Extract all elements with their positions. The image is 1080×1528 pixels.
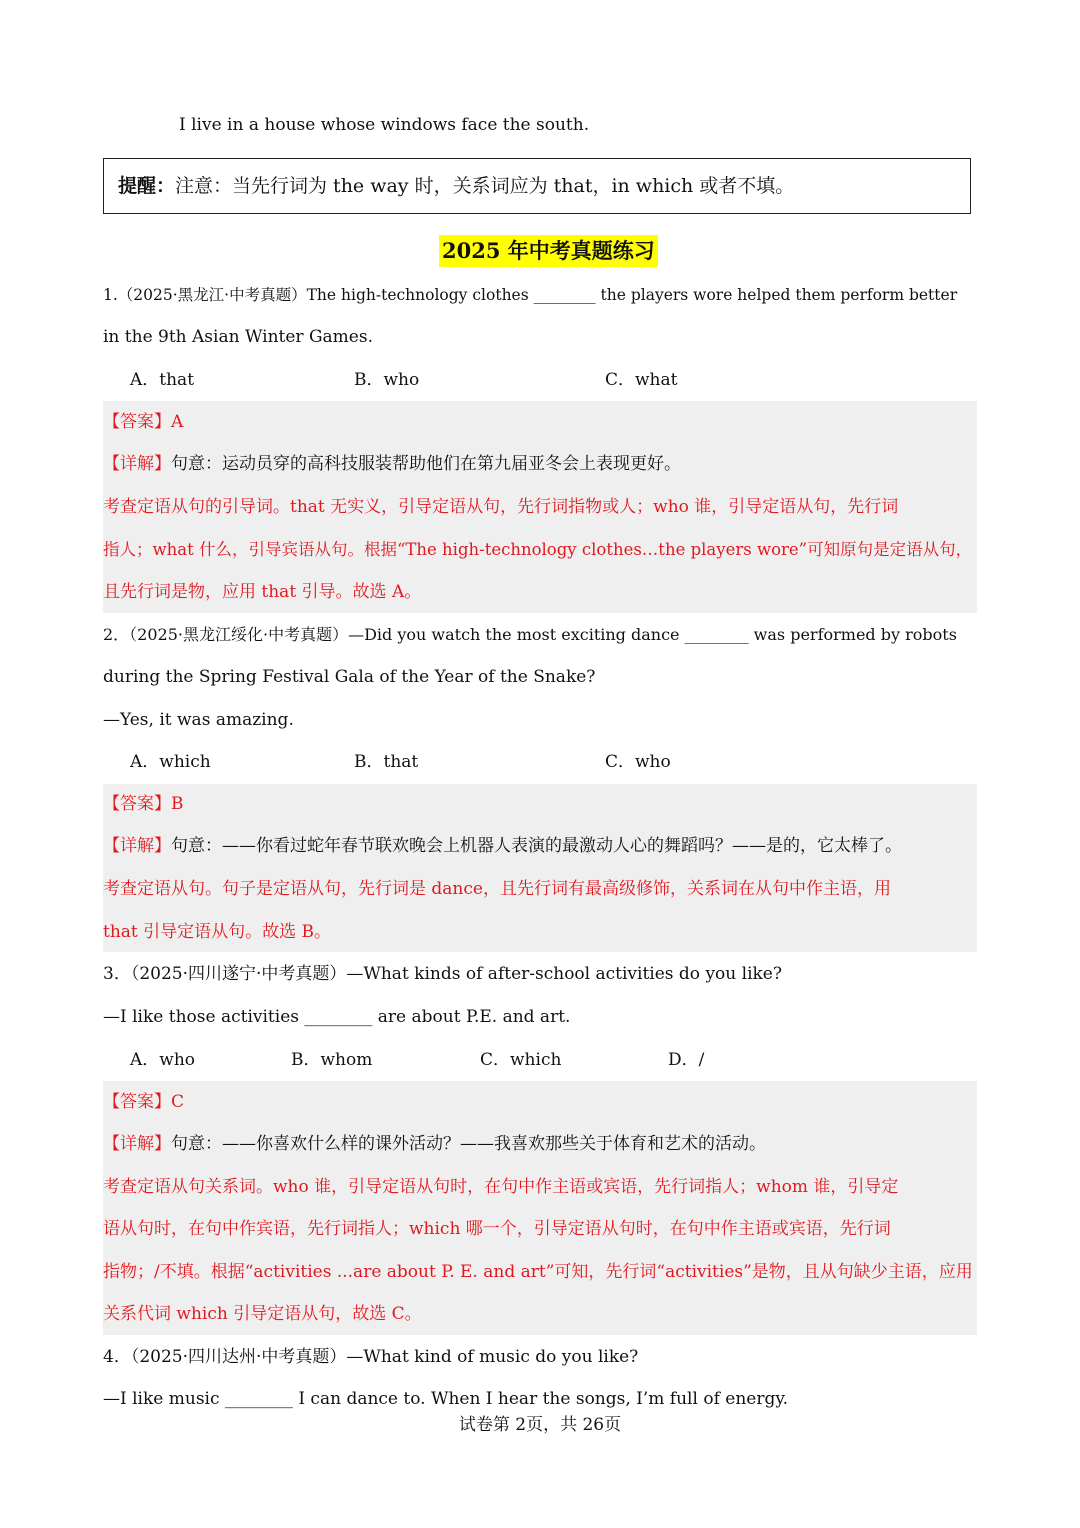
tip-text: 注意：当先行词为 the way 时，关系词应为 that，in which 或者不填。 bbox=[175, 175, 795, 197]
question-2-line-1: 2．（2025·黑龙江绥化·中考真题）—Did you watch the most exciting dance ________ was performed by robots bbox=[103, 625, 957, 644]
question-1-detail-meaning: 句意：运动员穿的高科技服装帮助他们在第九届亚冬会上表现更好。 bbox=[171, 454, 681, 474]
question-3-analysis-1: 考查定语从句关系词。who 谁，引导定语从句时，在句中作主语或宾语，先行词指人；whom 谁，引导定 bbox=[103, 1177, 899, 1197]
question-2-option-a: A．which bbox=[130, 752, 211, 772]
question-3-analysis-4: 关系代词 which 引导定语从句，故选 C。 bbox=[103, 1304, 422, 1324]
question-2-detail-meaning: 句意：——你看过蛇年春节联欢晚会上机器人表演的最激动人心的舞蹈吗？——是的，它太棒了。 bbox=[171, 836, 902, 856]
question-1-detail-label: 【详解】 bbox=[103, 454, 171, 474]
question-2-analysis-1: 考查定语从句。句子是定语从句，先行词是 dance，且先行词有最高级修饰，关系词在从句中作主语，用 bbox=[103, 879, 891, 899]
question-3-analysis-3: 指物；/不填。根据“activities ...are about P. E. and art”可知，先行词“activities”是物，且从句缺少主语，应用 bbox=[103, 1262, 973, 1282]
question-2-option-c: C．who bbox=[605, 752, 671, 772]
tip-box bbox=[103, 158, 971, 214]
question-3-analysis-2: 语从句时，在句中作宾语，先行词指人；which 哪一个，引导定语从句时，在句中作主语或宾语，先行词 bbox=[103, 1219, 891, 1239]
question-3-detail-label: 【详解】 bbox=[103, 1134, 171, 1154]
question-4-line-1: 4．（2025·四川达州·中考真题）—What kind of music do you like? bbox=[103, 1347, 639, 1367]
question-3-line-1: 3．（2025·四川遂宁·中考真题）—What kinds of after-school activities do you like? bbox=[103, 964, 782, 984]
question-1-line-1: 1.（2025·黑龙江·中考真题）The high-technology clothes ________ the players wore helped them perform better bbox=[103, 286, 958, 304]
question-1-analysis-2: 指人；what 什么，引导宾语从句。根据“The high-technology clothes…the players wore”可知原句是定语从句， bbox=[103, 540, 973, 559]
question-1-line-2: in the 9th Asian Winter Games. bbox=[103, 327, 373, 347]
question-1-analysis-1: 考查定语从句的引导词。that 无实义，引导定语从句，先行词指物或人；who 谁，引导定语从句，先行词 bbox=[103, 497, 899, 517]
page-footer: 试卷第 2页，共 26页 bbox=[458, 1415, 622, 1435]
question-3-option-a: A．who bbox=[130, 1050, 196, 1070]
question-2-line-2: during the Spring Festival Gala of the Year of the Snake? bbox=[103, 667, 596, 687]
question-1-detail bbox=[103, 451, 681, 477]
question-3-detail-meaning: 句意：——你喜欢什么样的课外活动？——我喜欢那些关于体育和艺术的活动。 bbox=[171, 1134, 766, 1154]
question-1-answer: 【答案】A bbox=[103, 412, 184, 432]
question-1-analysis-3: 且先行词是物，应用 that 引导。故选 A。 bbox=[103, 582, 422, 602]
question-3-option-b: B．whom bbox=[291, 1050, 373, 1070]
question-1-option-c: C．what bbox=[605, 370, 678, 390]
question-2-detail-label: 【详解】 bbox=[103, 836, 171, 856]
question-2-detail bbox=[103, 833, 902, 859]
question-4-line-2: —I like music ________ I can dance to. When I hear the songs, I’m full of energy. bbox=[103, 1389, 789, 1409]
question-1-option-a: A．that bbox=[130, 370, 195, 390]
question-1-option-b: B．who bbox=[354, 370, 420, 390]
question-2-answer: 【答案】B bbox=[103, 794, 184, 814]
question-3-option-d: D．/ bbox=[668, 1050, 705, 1070]
example-sentence: I live in a house whose windows face the south. bbox=[179, 115, 590, 135]
tip-content bbox=[118, 173, 794, 199]
tip-label: 提醒： bbox=[118, 175, 176, 197]
question-3-line-2: —I like those activities ________ are about P.E. and art. bbox=[103, 1007, 571, 1027]
question-2-line-3: —Yes, it was amazing. bbox=[103, 710, 294, 730]
question-3-answer-block bbox=[103, 1081, 977, 1335]
question-3-detail bbox=[103, 1131, 766, 1157]
question-2-analysis-2: that 引导定语从句。故选 B。 bbox=[103, 922, 332, 942]
question-2-option-b: B．that bbox=[354, 752, 419, 772]
question-3-option-c: C．which bbox=[480, 1050, 562, 1070]
section-title: 2025 年中考真题练习 bbox=[439, 235, 658, 267]
question-3-answer: 【答案】C bbox=[103, 1092, 185, 1112]
